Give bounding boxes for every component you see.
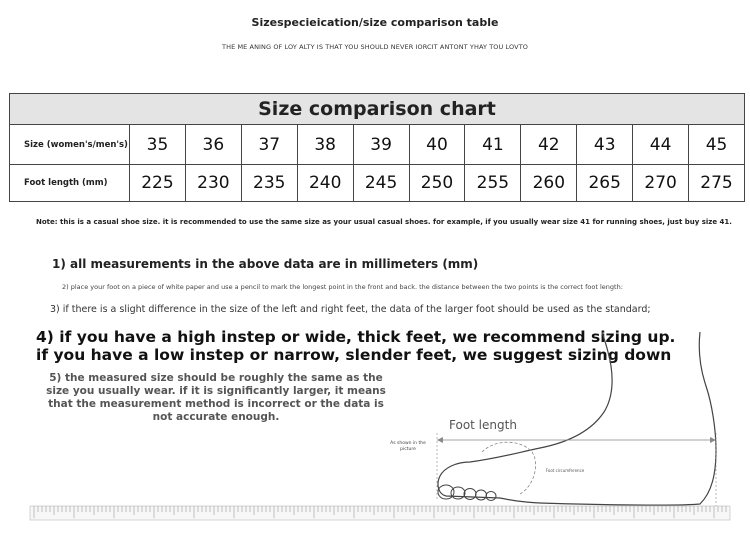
foot-circumference-label: Foot circumference: [545, 468, 585, 473]
foot-length-cell: 245: [353, 165, 409, 202]
toe-4: [476, 490, 487, 500]
size-cell: 40: [409, 125, 465, 165]
toe-5: [486, 492, 496, 501]
size-cell: 44: [633, 125, 689, 165]
toe-3: [464, 489, 476, 500]
foot-length-row: [10, 165, 745, 202]
size-cell: 39: [353, 125, 409, 165]
instruction-3: 3) if there is a slight difference in the size of the left and right feet, the data of the larger foot should be used as the standard;: [50, 304, 651, 315]
foot-measurement-illustration: [0, 330, 750, 544]
foot-length-cell: 265: [577, 165, 633, 202]
foot-length-cell: 250: [409, 165, 465, 202]
size-cell: 38: [297, 125, 353, 165]
foot-length-row-label: Foot length (mm): [10, 165, 130, 202]
size-comparison-table: [9, 93, 745, 202]
spec-subtitle: THE ME ANING OF LOY ALTY IS THAT YOU SHOULD NEVER IORCIT ANTONT YHAY TOU LOVTO: [222, 43, 528, 51]
instruction-4-line-2: if you have a low instep or narrow, slender feet, we suggest sizing down: [36, 346, 672, 364]
foot-length-label: Foot length: [449, 418, 517, 432]
size-cell: 41: [465, 125, 521, 165]
foot-length-cell: 260: [521, 165, 577, 202]
foot-length-cell: 255: [465, 165, 521, 202]
instruction-1: 1) all measurements in the above data are in millimeters (mm): [52, 257, 479, 271]
instruction-5: 5) the measured size should be roughly the same as the size you usually wear. if it is significantly larger, it means that the measurement method is incorrect or the data is not accurate enough.: [46, 372, 386, 423]
size-cell: 45: [689, 125, 745, 165]
arrow-left: [437, 437, 443, 443]
size-cell: 37: [241, 125, 297, 165]
foot-length-cell: 230: [185, 165, 241, 202]
size-cell: 43: [577, 125, 633, 165]
size-row: [10, 125, 745, 165]
instruction-4-line-1: 4) if you have a high instep or wide, thick feet, we recommend sizing up.: [36, 328, 676, 346]
toe-2: [451, 487, 465, 499]
instruction-2: 2) place your foot on a piece of white paper and use a pencil to mark the longest point in the front and back. the distance between the two points is the correct foot length:: [62, 283, 623, 291]
note-text: Note: this is a casual shoe size. it is recommended to use the same size as your usual casual shoes. for example, if you usually wear size 41 for running shoes, just buy size 41.: [36, 218, 732, 226]
foot-length-cell: 235: [241, 165, 297, 202]
size-cell: 35: [130, 125, 186, 165]
foot-length-cell: 225: [130, 165, 186, 202]
table-title: Size comparison chart: [10, 94, 745, 125]
foot-circumference-loop: [482, 442, 536, 494]
ruler: [30, 506, 730, 520]
spec-title: Sizespecieication/size comparison table: [251, 16, 499, 29]
foot-length-cell: 270: [633, 165, 689, 202]
foot-length-cell: 240: [297, 165, 353, 202]
foot-length-cell: 275: [689, 165, 745, 202]
size-cell: 42: [521, 125, 577, 165]
size-row-label: Size (women's/men's): [10, 125, 130, 165]
as-shown-label: As shown in the picture: [390, 441, 426, 452]
size-cell: 36: [185, 125, 241, 165]
